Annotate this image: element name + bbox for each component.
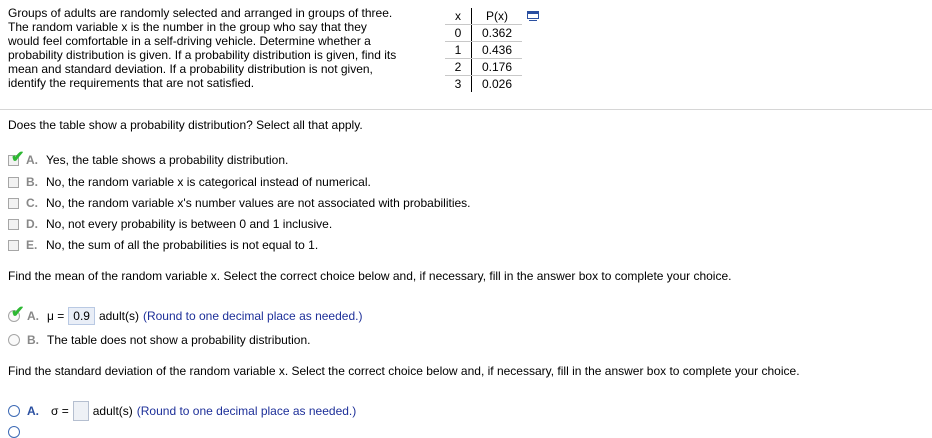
problem-line: probability distribution is given. If a probability distribution is given, find its <box>8 48 397 62</box>
table-row <box>445 59 522 76</box>
option-2b[interactable] <box>8 332 311 348</box>
option-text: No, the sum of all the probabilities is not equal to 1. <box>46 238 319 252</box>
table-row <box>445 42 522 59</box>
option-text: The table does not show a probability distribution. <box>47 333 311 347</box>
option-letter: D. <box>26 217 38 231</box>
radio[interactable] <box>8 334 20 346</box>
unit-label: adult(s) <box>98 309 139 323</box>
mean-answer-box[interactable]: 0.9 <box>68 307 95 325</box>
table-row <box>445 25 522 42</box>
option-1b[interactable] <box>8 174 371 190</box>
checkbox[interactable] <box>8 219 19 230</box>
checkbox[interactable] <box>8 177 19 188</box>
problem-line: The random variable x is the number in the group who say that they <box>8 20 367 34</box>
header-px: P(x) <box>472 8 523 25</box>
header-x: x <box>445 8 472 25</box>
option-3a[interactable] <box>8 403 356 419</box>
probability-table <box>445 8 522 92</box>
divider <box>0 109 932 110</box>
cell-px: 0.026 <box>481 77 513 91</box>
cell-x: 0 <box>445 25 472 42</box>
option-letter: A. <box>27 404 39 418</box>
option-letter: E. <box>26 238 38 252</box>
option-text: Yes, the table shows a probability distribution. <box>46 153 289 167</box>
cell-x: 1 <box>445 42 472 59</box>
option-letter: A. <box>26 153 38 167</box>
cell-x: 2 <box>445 59 472 76</box>
option-1a[interactable] <box>8 148 289 168</box>
option-1d[interactable] <box>8 216 332 232</box>
option-letter: A. <box>27 309 39 323</box>
radio[interactable] <box>8 405 20 417</box>
question-3: Find the standard deviation of the random variable x. Select the correct choice below and, if necessary, fill in the answer box to complete your choice. <box>8 364 800 378</box>
option-2a[interactable] <box>8 304 363 324</box>
problem-line: mean and standard deviation. If a probability distribution is not given, <box>8 62 373 76</box>
rounding-hint: (Round to one decimal place as needed.) <box>142 309 363 323</box>
cell-x: 3 <box>445 76 472 93</box>
radio-partial[interactable] <box>8 426 20 438</box>
checkbox[interactable] <box>8 240 19 251</box>
option-text: No, the random variable x's number values are not associated with probabilities. <box>46 196 471 210</box>
option-1e[interactable] <box>8 237 318 253</box>
table-row <box>445 76 522 93</box>
option-letter: B. <box>27 333 39 347</box>
checkbox[interactable] <box>8 198 19 209</box>
sigma-label: σ = <box>51 404 69 418</box>
cell-px: 0.362 <box>472 25 523 42</box>
problem-line: Groups of adults are randomly selected and arranged in groups of three. <box>8 6 393 20</box>
cell-px: 0.176 <box>472 59 523 76</box>
option-letter: B. <box>26 175 38 189</box>
option-text: No, the random variable x is categorical instead of numerical. <box>46 175 371 189</box>
question-2: Find the mean of the random variable x. Select the correct choice below and, if necessary, fill in the answer box to complete your choice. <box>8 269 732 283</box>
checkmark-icon: ✔ <box>11 304 25 321</box>
option-letter: C. <box>26 196 38 210</box>
option-text: No, not every probability is between 0 and 1 inclusive. <box>46 217 333 231</box>
table-header-row <box>445 8 522 25</box>
problem-statement <box>8 6 433 90</box>
problem-line: identify the requirements that are not satisfied. <box>8 76 255 90</box>
radio[interactable] <box>8 304 25 322</box>
checkmark-icon: ✔ <box>11 148 25 166</box>
option-1c[interactable] <box>8 195 471 211</box>
checkbox[interactable] <box>8 148 25 166</box>
question-1: Does the table show a probability distribution? Select all that apply. <box>8 118 363 132</box>
rounding-hint: (Round to one decimal place as needed.) <box>136 404 357 418</box>
cell-px: 0.436 <box>472 42 523 59</box>
std-dev-answer-box[interactable] <box>73 401 89 421</box>
mu-label: μ = <box>47 309 65 323</box>
copy-table-icon[interactable] <box>527 11 539 21</box>
problem-line: would feel comfortable in a self-driving vehicle. Determine whether a <box>8 34 371 48</box>
unit-label: adult(s) <box>92 404 133 418</box>
